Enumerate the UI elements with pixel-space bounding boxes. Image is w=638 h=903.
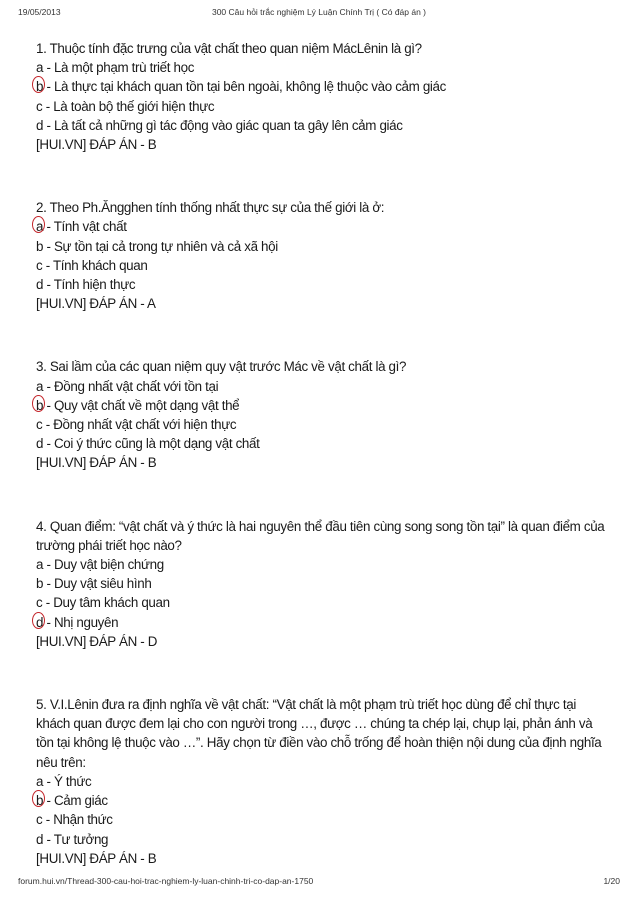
answer-line: [HUI.VN] ĐÁP ÁN - B (36, 137, 157, 153)
page-number: 1/20 (603, 876, 620, 886)
option-text: - Là thực tại khách quan tồn tại bên ngoài, không lệ thuộc vào cảm giác (43, 79, 446, 95)
option-d (36, 434, 608, 453)
option-text: - Đồng nhất vật chất với hiện thực (42, 417, 237, 433)
option-d (36, 613, 608, 632)
option-letter: d (36, 831, 44, 847)
question-text: 2. Theo Ph.Ăngghen tính thống nhất thực sự của thế giới là ở: (36, 200, 385, 216)
print-title: 300 Câu hỏi trắc nghiệm Lý Luận Chính Trị ( Có đáp án ) (211, 7, 427, 17)
option-letter: c (36, 257, 43, 273)
option-letter: a (36, 217, 43, 236)
option-text: - Nhị nguyên (43, 614, 119, 630)
question-2 (36, 198, 608, 313)
question-4 (36, 517, 608, 651)
option-letter: d (36, 613, 43, 632)
option-text: - Duy vật biện chứng (43, 557, 164, 573)
answer-line: [HUI.VN] ĐÁP ÁN - A (36, 296, 156, 312)
option-letter: a (36, 773, 44, 789)
option-a (36, 772, 608, 791)
option-c (36, 415, 608, 434)
option-text: - Tính khách quan (42, 257, 148, 273)
print-footer (18, 876, 620, 888)
print-url: forum.hui.vn/Thread-300-cau-hoi-trac-nghiem-ly-luan-chinh-tri-co-dap-an-1750 (18, 876, 314, 886)
document-content (36, 39, 608, 868)
option-letter: d (36, 436, 44, 452)
option-text: - Là tất cả những gì tác động vào giác quan ta gây lên cảm giác (43, 117, 403, 133)
question-1 (36, 39, 608, 154)
option-text: - Đồng nhất vật chất với tồn tại (43, 378, 219, 394)
option-letter: d (36, 277, 44, 293)
option-b (36, 396, 608, 415)
option-letter: a (36, 557, 44, 573)
option-text: - Tư tưởng (43, 831, 109, 847)
option-c (36, 97, 608, 116)
option-text: - Tính vật chất (43, 219, 127, 235)
option-b (36, 574, 608, 593)
option-text: - Là một phạm trù triết học (43, 60, 195, 76)
option-c (36, 256, 608, 275)
option-text: - Cảm giác (43, 793, 108, 809)
option-d (36, 830, 608, 849)
option-a (36, 217, 608, 236)
question-text: 5. V.I.Lênin đưa ra định nghĩa về vật chất: “Vật chất là một phạm trù triết học dùng để chỉ thực tại khách quan được đem lại cho con người trong …, được … chúng ta chép lại, chụp lại, phản ánh và tồn tại không lệ thuộc vào …”. Hãy chọn từ điền vào chỗ trống để hoàn thiện nội dung của định nghĩa nêu trên: (36, 697, 602, 770)
option-letter: b (36, 576, 44, 592)
option-letter: b (36, 77, 43, 96)
option-a (36, 555, 608, 574)
option-letter: b (36, 396, 43, 415)
option-b (36, 791, 608, 810)
option-b (36, 237, 608, 256)
option-d (36, 275, 608, 294)
question-text: 4. Quan điểm: “vật chất và ý thức là hai nguyên thể đầu tiên cùng song song tồn tại” là quan điểm của trường phái triết học nào? (36, 518, 605, 553)
option-letter: c (36, 98, 43, 114)
question-text: 1. Thuộc tính đặc trưng của vật chất theo quan niệm MácLênin là gì? (36, 41, 422, 56)
question-3 (36, 357, 608, 472)
print-header (18, 7, 620, 19)
option-text: - Ý thức (43, 773, 92, 789)
option-letter: c (36, 417, 43, 433)
option-text: - Tính hiện thực (43, 277, 136, 293)
answer-line: [HUI.VN] ĐÁP ÁN - D (36, 633, 158, 649)
answer-line: [HUI.VN] ĐÁP ÁN - B (36, 850, 157, 866)
option-letter: c (36, 595, 43, 611)
option-letter: b (36, 791, 43, 810)
option-letter: c (36, 812, 43, 828)
print-date: 19/05/2013 (18, 7, 61, 17)
option-c (36, 810, 608, 829)
option-text: - Nhận thức (42, 812, 113, 828)
option-a (36, 58, 608, 77)
option-c (36, 593, 608, 612)
option-letter: b (36, 238, 44, 254)
option-letter: a (36, 60, 44, 76)
option-a (36, 377, 608, 396)
option-text: - Duy vật siêu hình (43, 576, 152, 592)
answer-line: [HUI.VN] ĐÁP ÁN - B (36, 455, 157, 471)
option-letter: d (36, 117, 44, 133)
option-d (36, 116, 608, 135)
question-5 (36, 695, 608, 868)
option-text: - Quy vật chất về một dạng vật thể (43, 397, 240, 413)
question-text: 3. Sai lầm của các quan niệm quy vật trước Mác về vật chất là gì? (36, 359, 407, 375)
option-letter: a (36, 378, 44, 394)
option-text: - Coi ý thức cũng là một dạng vật chất (43, 436, 260, 452)
option-text: - Sự tồn tại cả trong tự nhiên và cả xã hội (43, 238, 278, 254)
option-text: - Duy tâm khách quan (42, 595, 170, 611)
option-text: - Là toàn bộ thế giới hiện thực (42, 98, 215, 114)
option-b (36, 77, 608, 96)
